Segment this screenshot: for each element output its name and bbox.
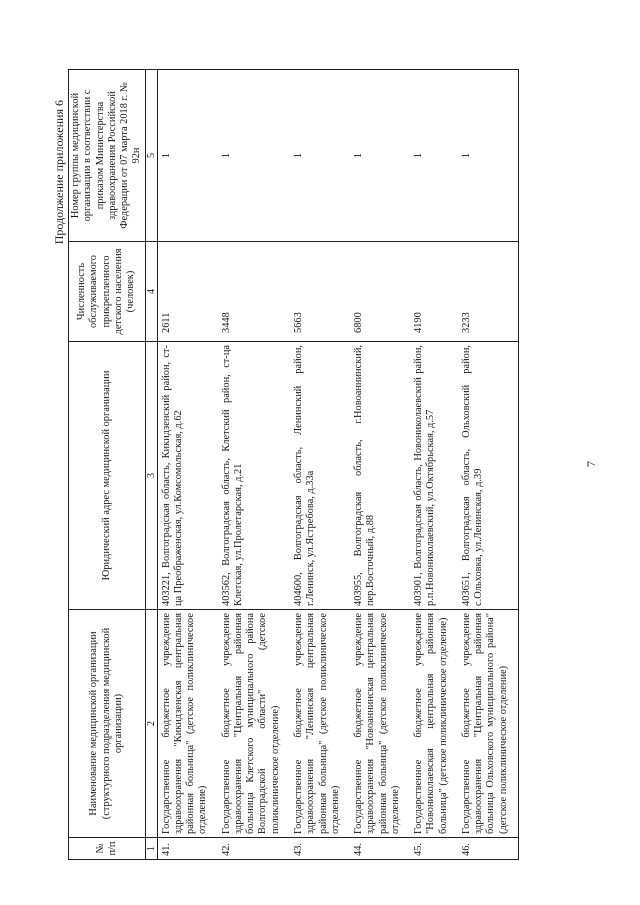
group-number: 1 [218,70,290,242]
org-name: Государственное бюджетное учреждение здравоохранения "Кикидзенская центральная районная больница" (детское поликлиническое отделение) [157,610,218,838]
header-population: Численность обслуживаемого прикрепленного детского населения (человек) [69,242,146,342]
header-group-number: Номер группы медицинской организации в соответствии с приказом Министерства здравоохранения Российской Федерации от 07 марта 2018 г. № 92н [69,70,146,242]
table-row [218,70,290,860]
header-number: № п/п [69,838,146,860]
table-header-row [69,70,146,860]
row-number: 46. [458,838,519,860]
table-row [350,70,410,860]
medical-organizations-table [68,69,519,860]
table-row [157,70,218,860]
population-count: 3233 [458,242,519,342]
row-number: 43. [290,838,350,860]
row-number: 45. [410,838,458,860]
org-name: Государственное бюджетное учреждение здравоохранения "Центральная районная больница Ольховского муниципального района" (детское поликлиническое отделение) [458,610,519,838]
org-name: Государственное бюджетное учреждение здравоохранения "Центральная районная больница Клетского муниципального района Волгоградской области" (детское поликлиническое отделение) [218,610,290,838]
header-org-name: Наименование медицинской организации (структурного подразделения медицинской организации) [69,610,146,838]
column-number-row [145,70,157,860]
org-name: Государственное бюджетное учреждение "Новониколаевская центральная районная больница" (детское поликлиническое отделение) [410,610,458,838]
column-number: 3 [145,342,157,610]
group-number: 1 [350,70,410,242]
header-legal-address: Юридический адрес медицинской организации [69,342,146,610]
group-number: 1 [157,70,218,242]
legal-address: 403955, Волгоградская область, г.Новоаннинский, пер.Восточный, д.88 [350,342,410,610]
org-name: Государственное бюджетное учреждение здравоохранения "Ленинская центральная районная больница" (детское поликлиническое отделение) [290,610,350,838]
legal-address: 403221, Волгоградская область, Кикидзенский район, ст-ца Преображенская, ул.Комсомольская, д.62 [157,342,218,610]
legal-address: 403562, Волгоградская область, Клетский район, ст-ца Клетская, ул.Пролетарская, д.21 [218,342,290,610]
row-number: 42. [218,838,290,860]
population-count: 4190 [410,242,458,342]
legal-address: 404600, Волгоградская область, Ленинский район, г.Ленинск, ул.Ястребова, д.33а [290,342,350,610]
table-row [458,70,519,860]
population-count: 5663 [290,242,350,342]
group-number: 1 [410,70,458,242]
column-number: 5 [145,70,157,242]
appendix-caption: Продолжение приложения 6 [52,100,66,245]
column-number: 1 [145,838,157,860]
page-number: 7 [584,461,598,467]
legal-address: 403651, Волгоградская область, Ольховский район, с.Ольховка, ул.Ленинская, д.39 [458,342,519,610]
legal-address: 403901, Волгоградская область, Новониколаевский район, р.п.Новониколаевский, ул.Октябрьская, д.57 [410,342,458,610]
table-row [290,70,350,860]
group-number: 1 [290,70,350,242]
population-count: 2611 [157,242,218,342]
row-number: 41. [157,838,218,860]
column-number: 2 [145,610,157,838]
column-number: 4 [145,242,157,342]
population-count: 3448 [218,242,290,342]
population-count: 6800 [350,242,410,342]
org-name: Государственное бюджетное учреждение здравоохранения "Новоаннинская центральная районная больница" (детское поликлиническое отделение) [350,610,410,838]
group-number: 1 [458,70,519,242]
row-number: 44. [350,838,410,860]
table-row [410,70,458,860]
